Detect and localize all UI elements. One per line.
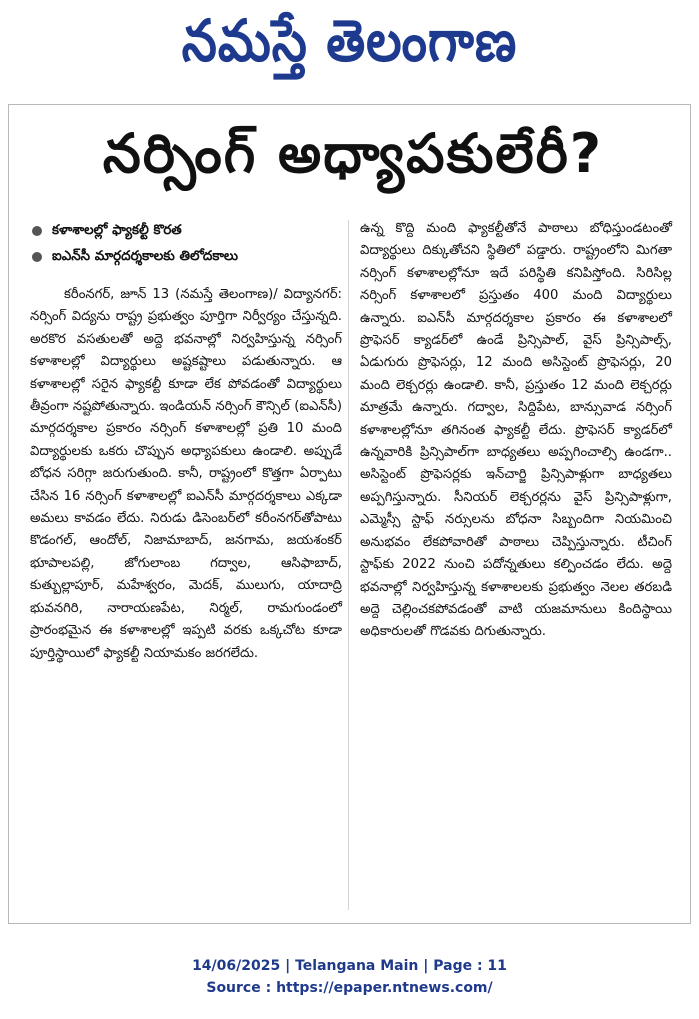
article-column-left xyxy=(30,218,342,665)
column-divider xyxy=(348,220,349,910)
page-footer xyxy=(0,955,699,999)
subheading-bullet xyxy=(30,218,342,244)
article-body-right: ఉన్న కొద్ది మంది ఫ్యాకల్టీతోనే పాఠాలు బోధిస్తుండటంతో విద్యార్థులు దిక్కుతోచని స్థితిలో పడ్డారు. రాష్ట్రంలోని మిగతా నర్సింగ్ కళాశాలల్లోనూ ఇదే పరిస్థితి కనిపిస్తోంది. సిరిసిల్ల నర్సింగ్ కళాశాలలో ప్రస్తుతం 400 మంది విద్యార్థులు ఉన్నారు. ఐఎన్‌సీ మార్గదర్శకాల ప్రకారం ఈ కళాశాలలో ప్రొఫెసర్ క్యాడర్‌లో ఉండే ప్రిన్సిపాల్, వైస్ ప్రిన్సిపాల్స్, ఏడుగురు ప్రొఫెసర్లు, 12 మంది అసిస్టెంట్ ప్రొఫెసర్లు, 20 మంది లెక్చరర్లు ఉండాలి. కానీ, ప్రస్తుతం 12 మంది లెక్చరర్లు మాత్రమే ఉన్నారు. గద్వాల, సిద్దిపేట, బాన్సువాడ నర్సింగ్ కళాశాలల్లోనూ తగినంత ఫ్యాకల్టీ లేదు. ప్రొఫెసర్ క్యాడర్‌లో ఉన్నవారికి ప్రిన్సిపాల్‌గా బాధ్యతలు అప్పగించాల్సి ఉండగా.. అసిస్టెంట్ ప్రొఫెసర్లకు ఇన్‌చార్జి ప్రిన్సిపాళ్లుగా బాధ్యతలు అప్పగిస్తున్నారు. సీనియర్ లెక్చరర్లను వైస్ ప్రిన్సిపాళ్లుగా, ఎమ్మెస్సీ స్టాఫ్ నర్సులను బోధనా సిబ్బందిగా నియమించి అనుభవం లేకపోవారితో పాఠాలు చెప్పిస్తున్నారు. టీచింగ్ స్టాఫ్‌కు 2022 నుంచి పదోన్నతులు కల్పించడం లేదు. అద్దె భవనాల్లో నిర్వహిస్తున్న కళాశాలలకు ప్రభుత్వం నెలల తరబడి అద్దె చెల్లించకపోవడంతో వాటి యజమానులు కిందిస్థాయి అధికారులతో గొడవకు దిగుతున్నారు. xyxy=(360,221,672,640)
article-body-left: కరీంనగర్, జూన్ 13 (నమస్తే తెలంగాణ)/ విద్యానగర్: నర్సింగ్ విద్యను రాష్ట్ర ప్రభుత్వం పూర్తిగా నిర్వీర్యం చేస్తున్నది. అరకొర వసతులతో అద్దె భవనాల్లో నిర్వహిస్తున్న నర్సింగ్ కళాశాలల్లో విద్యార్థులు అష్టకష్టాలు పడుతున్నారు. ఆ కళాశాలల్లో సరైన ఫ్యాకల్టీ కూడా లేక పోవడంతో విద్యార్థులు తీవ్రంగా నష్టపోతున్నారు. ఇండియన్ నర్సింగ్ కౌన్సిల్ (ఐఎన్‌సీ) మార్గదర్శకాల ప్రకారం నర్సింగ్ కళాశాలల్లో ప్రతి 10 మంది విద్యార్థులకు ఒకరు చొప్పున అధ్యాపకులు ఉండాలి. అప్పుడే బోధన సరిగ్గా జరుగుతుంది. కానీ, రాష్ట్రంలో కొత్తగా ఏర్పాటు చేసిన 16 నర్సింగ్ కళాశాలల్లో ఐఎన్‌సీ మార్గదర్శకాలు ఎక్కడా అమలు కావడం లేదు. నిరుడు డిసెంబర్‌లో కరీంనగర్‌తోపాటు కొడంగల్, ఆందోల్, నిజామాబాద్, జనగామ, జయశంకర్ భూపాలపల్లి, జోగులాంబ గద్వాల, ఆసిఫాబాద్, కుత్బుల్లాపూర్, మహేశ్వరం, మెదక్, ములుగు, యాదాద్రి భువనగిరి, నారాయణపేట, నిర్మల్, రామగుండంలో ప్రారంభమైన ఈ కళాశాలల్లో ఇప్పటి వరకు ఒక్కచోట కూడా పూర్తిస్థాయిలో ఫ్యాకల్టీ నియామకం జరగలేదు. xyxy=(30,287,342,661)
article-headline: నర్సింగ్ అధ్యాపకులేరీ? xyxy=(102,121,604,185)
subheading-bullets xyxy=(30,218,342,270)
masthead-logo: నమస్తే తెలంగాణ xyxy=(181,7,518,74)
footer-source: Source : https://epaper.ntnews.com/ xyxy=(206,980,493,996)
headline-container xyxy=(28,120,678,200)
bullet-icon xyxy=(32,252,42,262)
bullet-icon xyxy=(32,226,42,236)
subheading-bullet xyxy=(30,244,342,270)
article-column-right xyxy=(360,218,672,644)
subheading-text: ఐఎన్‌సీ మార్గదర్శకాలకు తిలోదకాలు xyxy=(52,249,239,264)
masthead xyxy=(0,0,699,96)
footer-edition-info: 14/06/2025 | Telangana Main | Page : 11 xyxy=(192,958,507,974)
subheading-text: కళాశాలల్లో ఫ్యాకల్టీ కొరత xyxy=(52,223,182,238)
